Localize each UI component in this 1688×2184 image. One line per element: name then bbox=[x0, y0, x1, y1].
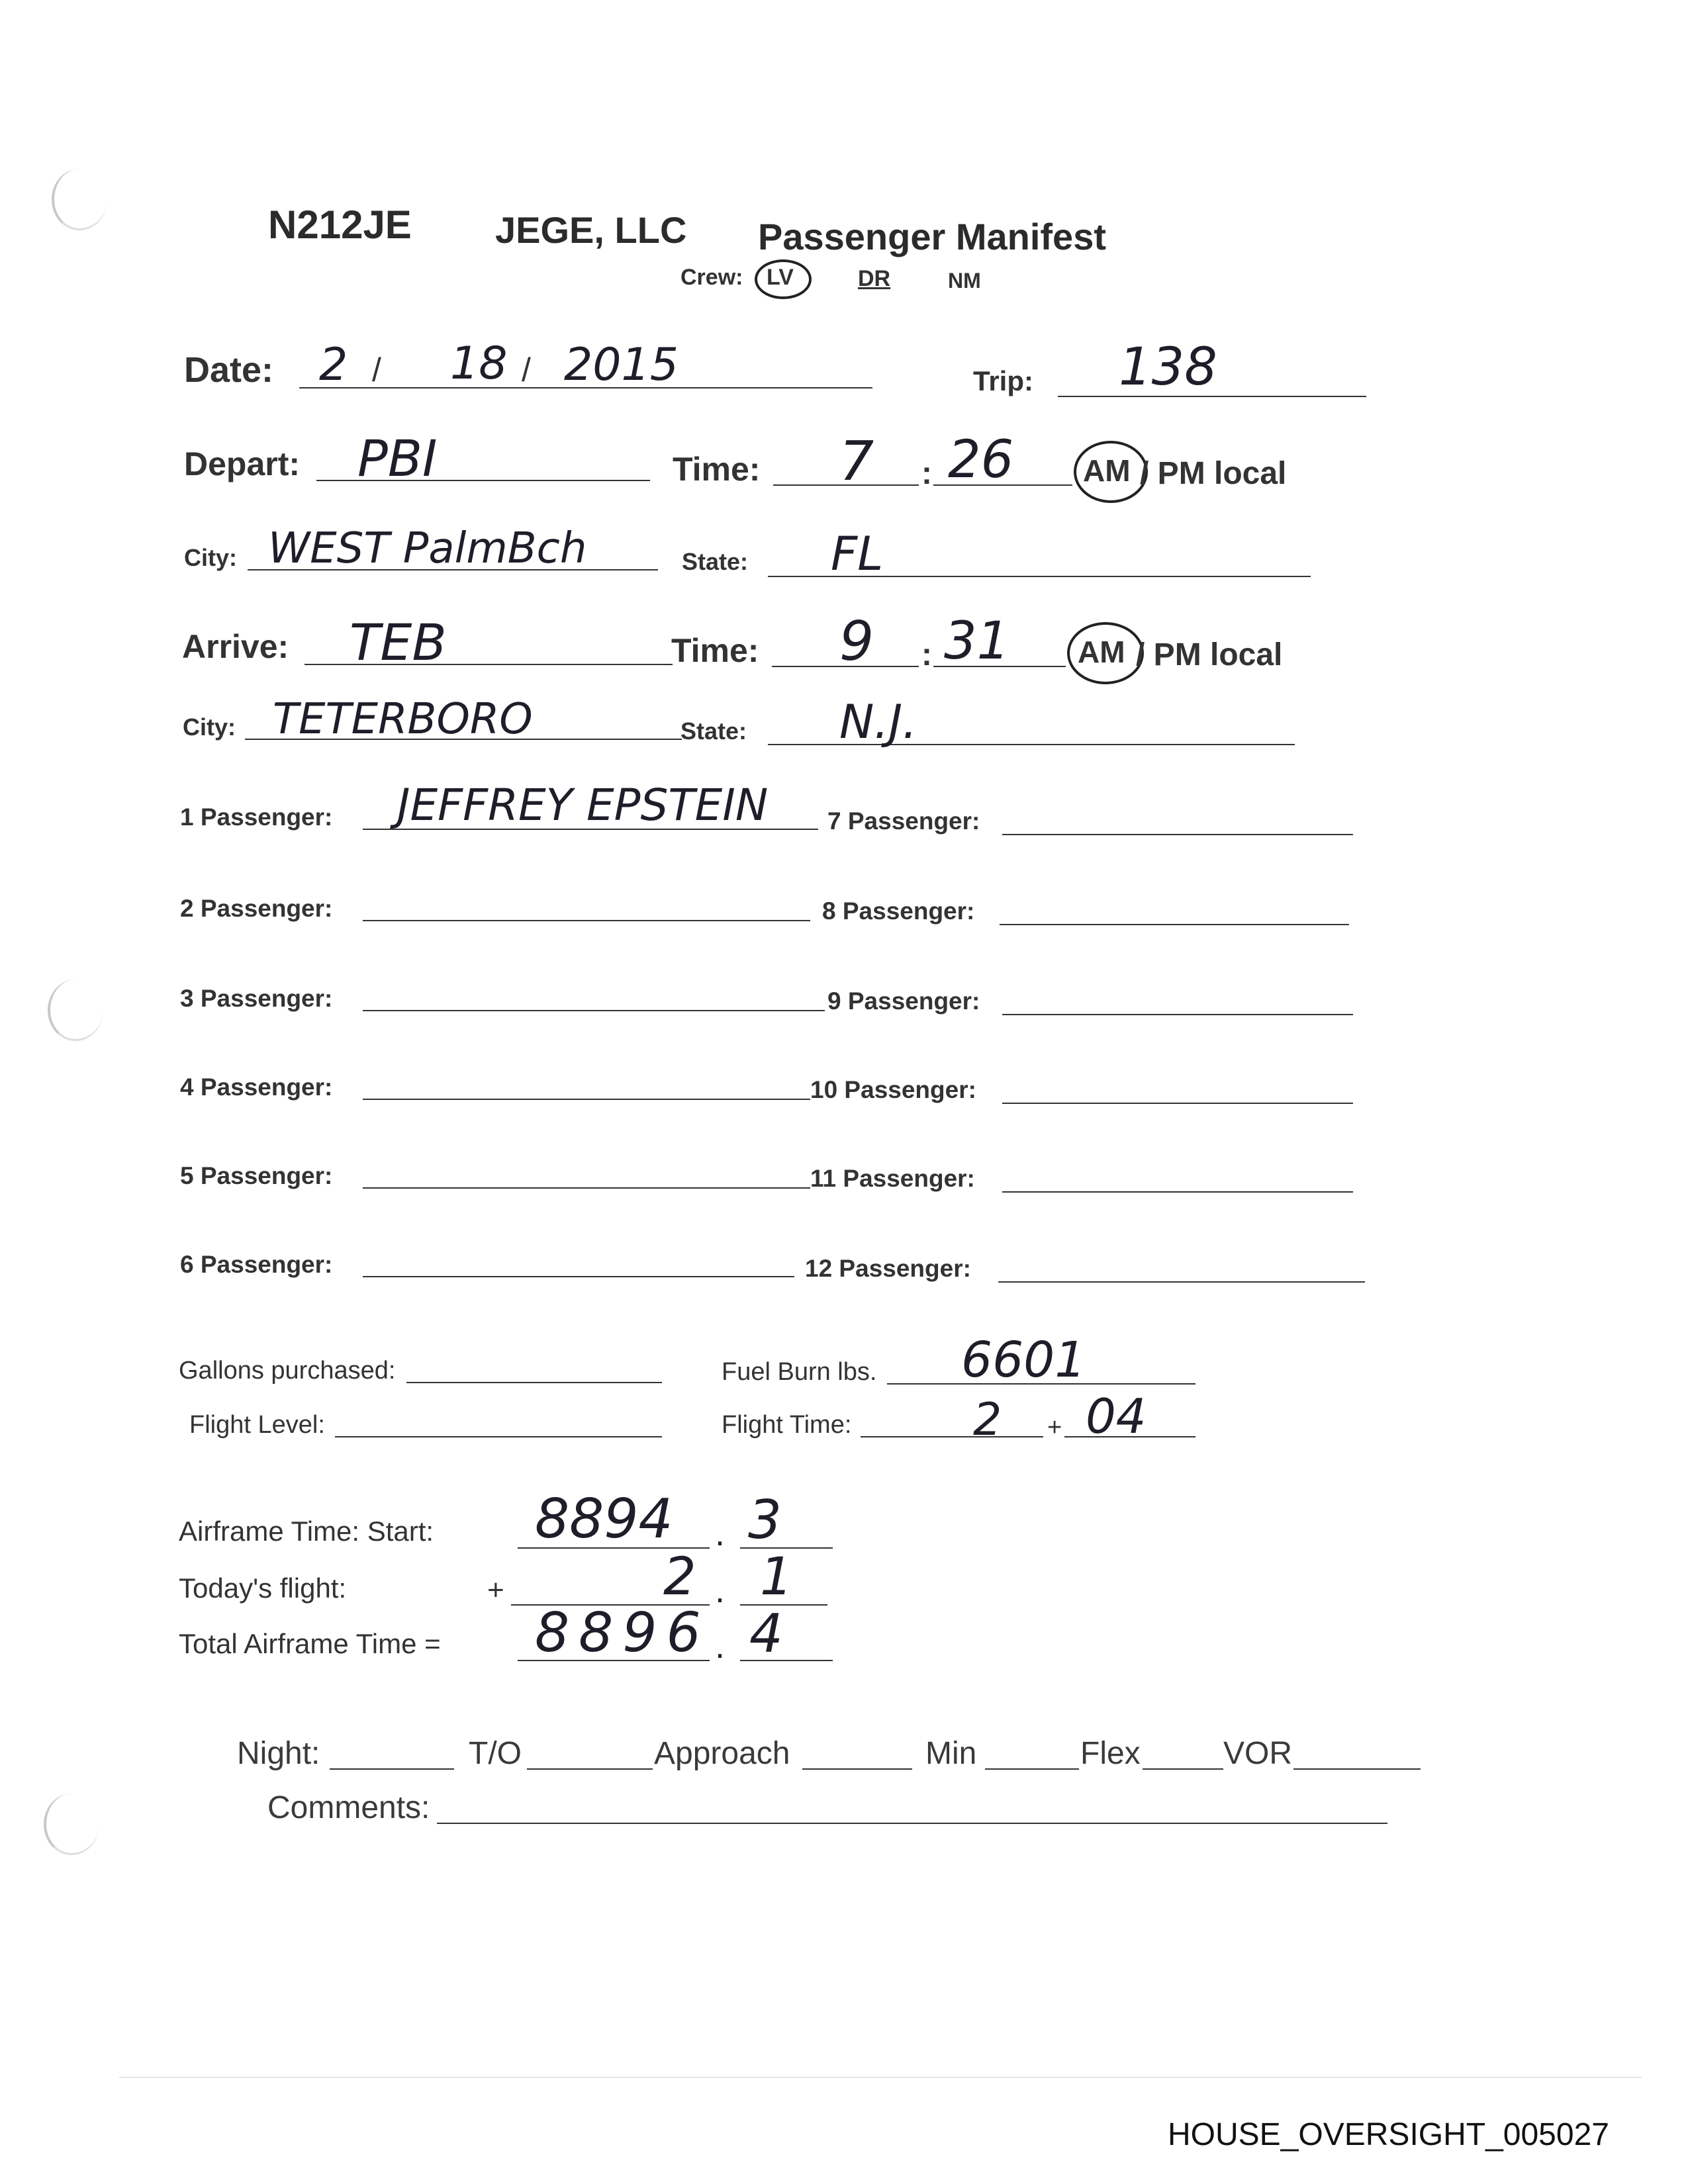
airframe-start-dot: . bbox=[715, 1514, 726, 1553]
comments-label: Comments: bbox=[267, 1790, 430, 1825]
depart-pm-local: / PM local bbox=[1140, 456, 1287, 491]
arrive-city: TETERBORO bbox=[273, 695, 533, 744]
passenger-8-label: 8 Passenger: bbox=[822, 897, 975, 925]
bates-number: HOUSE_OVERSIGHT_005027 bbox=[1168, 2117, 1609, 2152]
to-label: T/O bbox=[469, 1736, 522, 1771]
min-line bbox=[985, 1768, 1079, 1770]
crew-dr: DR bbox=[858, 266, 891, 291]
depart-city-label: City: bbox=[184, 544, 237, 571]
comments-line bbox=[437, 1823, 1387, 1824]
passenger-2-line bbox=[363, 920, 810, 921]
date-day: 18 bbox=[450, 338, 508, 390]
flight-level-label: Flight Level: bbox=[189, 1411, 325, 1439]
depart-city: WEST PalmBch bbox=[268, 524, 587, 573]
flight-time-minutes: 04 bbox=[1086, 1388, 1147, 1444]
vor-line bbox=[1293, 1768, 1421, 1770]
total-airframe-whole: 8896 bbox=[535, 1602, 710, 1664]
gallons-line bbox=[406, 1382, 662, 1383]
arrive-hour: 9 bbox=[839, 610, 874, 673]
night-label: Night: bbox=[237, 1736, 320, 1771]
date-slash-2: / bbox=[522, 351, 531, 388]
arrive-am: AM bbox=[1078, 635, 1125, 669]
flex-line bbox=[1143, 1768, 1223, 1770]
passenger-7-line bbox=[1002, 834, 1353, 835]
total-airframe-dot: . bbox=[715, 1626, 726, 1666]
flight-level-line bbox=[335, 1436, 662, 1437]
passenger-3-label: 3 Passenger: bbox=[180, 985, 333, 1012]
passenger-1-label: 1 Passenger: bbox=[180, 803, 333, 831]
passenger-5-label: 5 Passenger: bbox=[180, 1162, 333, 1189]
depart-airport: PBI bbox=[357, 429, 438, 488]
arrive-minute: 31 bbox=[944, 612, 1010, 671]
flight-time-hours-line bbox=[861, 1436, 1043, 1437]
crew-label: Crew: bbox=[680, 265, 743, 290]
approach-label: Approach bbox=[654, 1736, 790, 1771]
airframe-start-label: Airframe Time: Start: bbox=[179, 1516, 434, 1547]
arrive-label: Arrive: bbox=[182, 628, 289, 665]
arrive-state-label: State: bbox=[680, 717, 747, 745]
depart-hour: 7 bbox=[839, 430, 874, 493]
airframe-start-tenths: 3 bbox=[748, 1489, 782, 1551]
passenger-2-label: 2 Passenger: bbox=[180, 895, 333, 922]
crew-nm: NM bbox=[948, 269, 981, 293]
fuel-burn-label: Fuel Burn lbs. bbox=[722, 1358, 877, 1386]
trip-number: 138 bbox=[1119, 338, 1217, 397]
trip-label: Trip: bbox=[973, 365, 1033, 396]
passenger-7-label: 7 Passenger: bbox=[827, 807, 980, 835]
depart-state: FL bbox=[831, 527, 884, 581]
passenger-4-line bbox=[363, 1099, 810, 1100]
todays-flight-dot: . bbox=[715, 1570, 726, 1610]
company-name: JEGE, LLC bbox=[495, 209, 687, 251]
flight-time-plus: + bbox=[1047, 1414, 1062, 1441]
passenger-8-line bbox=[1000, 924, 1349, 925]
passenger-6-label: 6 Passenger: bbox=[180, 1251, 333, 1278]
date-slash-1: / bbox=[372, 351, 381, 388]
todays-flight-whole: 2 bbox=[663, 1547, 696, 1607]
total-airframe-label: Total Airframe Time = bbox=[179, 1628, 441, 1659]
passenger-11-line bbox=[1002, 1191, 1353, 1193]
passenger-9-line bbox=[1002, 1014, 1353, 1015]
flight-time-hours: 2 bbox=[973, 1394, 1002, 1446]
gallons-label: Gallons purchased: bbox=[179, 1357, 396, 1385]
passenger-10-line bbox=[1002, 1103, 1353, 1104]
todays-flight-tenths: 1 bbox=[760, 1547, 793, 1607]
form-title: Passenger Manifest bbox=[758, 216, 1106, 257]
scan-edge bbox=[119, 2077, 1642, 2078]
arrive-state: N.J. bbox=[839, 695, 917, 749]
depart-time-label: Time: bbox=[673, 451, 761, 488]
total-airframe-tenths: 4 bbox=[749, 1603, 783, 1664]
arrive-airport: TEB bbox=[350, 613, 447, 672]
arrive-time-colon: : bbox=[921, 637, 932, 672]
date-label: Date: bbox=[184, 350, 274, 390]
passenger-4-label: 4 Passenger: bbox=[180, 1073, 333, 1101]
crew-lv: LV bbox=[767, 265, 794, 290]
punch-hole-middle bbox=[48, 979, 103, 1041]
night-line bbox=[330, 1768, 454, 1770]
passenger-9-label: 9 Passenger: bbox=[827, 987, 980, 1015]
depart-am: AM bbox=[1083, 453, 1131, 488]
punch-hole-top bbox=[52, 169, 107, 230]
passenger-5-line bbox=[363, 1187, 810, 1189]
date-month: 2 bbox=[319, 339, 348, 391]
airframe-start-whole: 8894 bbox=[535, 1488, 673, 1551]
depart-state-label: State: bbox=[682, 548, 749, 575]
passenger-6-line bbox=[363, 1276, 794, 1277]
depart-time-colon: : bbox=[921, 456, 932, 491]
todays-flight-plus: + bbox=[487, 1574, 504, 1606]
depart-minute: 26 bbox=[948, 430, 1014, 490]
flight-time-label: Flight Time: bbox=[722, 1411, 852, 1439]
passenger-3-line bbox=[363, 1010, 825, 1011]
to-line bbox=[527, 1768, 653, 1770]
passenger-12-label: 12 Passenger: bbox=[805, 1255, 971, 1282]
arrive-pm-local: / PM local bbox=[1136, 637, 1283, 672]
fuel-burn: 6601 bbox=[961, 1332, 1086, 1388]
passenger-1-name: JEFFREY EPSTEIN bbox=[397, 780, 769, 831]
arrive-time-label: Time: bbox=[671, 632, 759, 669]
arrive-city-label: City: bbox=[183, 713, 236, 741]
todays-flight-label: Today's flight: bbox=[179, 1572, 347, 1604]
tail-number: N212JE bbox=[268, 203, 412, 247]
date-year: 2015 bbox=[564, 339, 679, 391]
passenger-11-label: 11 Passenger: bbox=[810, 1165, 975, 1192]
approach-line bbox=[802, 1768, 912, 1770]
flex-label: Flex bbox=[1080, 1736, 1141, 1771]
passenger-10-label: 10 Passenger: bbox=[810, 1076, 976, 1103]
vor-label: VOR bbox=[1223, 1736, 1293, 1771]
min-label: Min bbox=[925, 1736, 977, 1771]
passenger-12-line bbox=[998, 1281, 1365, 1283]
punch-hole-bottom bbox=[44, 1794, 99, 1855]
depart-label: Depart: bbox=[184, 445, 301, 482]
